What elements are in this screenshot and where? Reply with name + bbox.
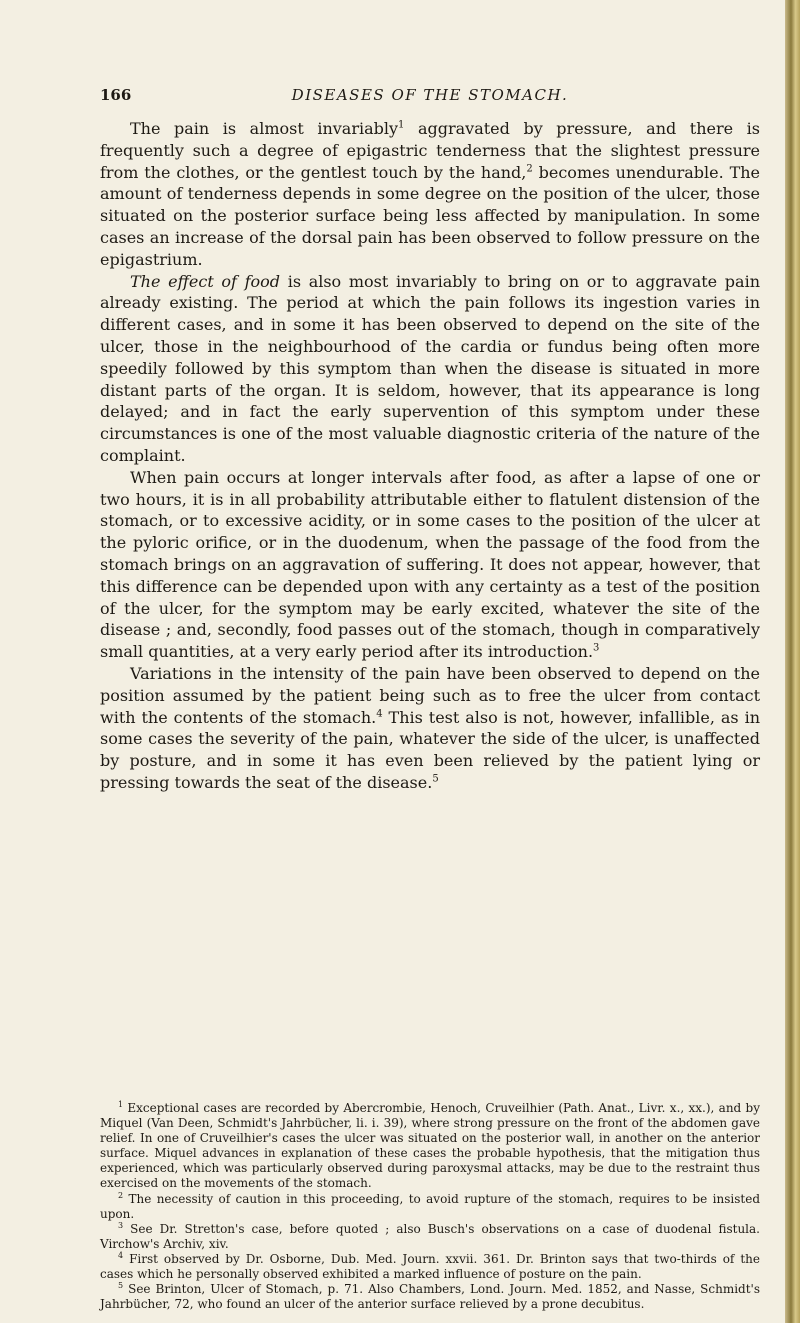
footnote	[100, 1222, 760, 1252]
footnote-text: See Dr. Stretton's case, before quoted ; also Busch's observations on a case of duodenal fistula. Virchow's Archiv, xiv.	[100, 1221, 760, 1251]
footnote-text: The necessity of caution in this proceeding, to avoid rupture of the stomach, requires to be insisted upon.	[100, 1191, 760, 1221]
paragraph	[100, 467, 760, 663]
page-edge	[785, 0, 800, 1323]
footnote-text: First observed by Dr. Osborne, Dub. Med. Journ. xxvii. 361. Dr. Brinton says that two-thirds of the cases which he personally observed exhibited a marked influence of posture on the pain.	[100, 1251, 760, 1282]
footnote-marker: 3	[118, 1220, 124, 1230]
paragraph-text: is also most invariably to bring on or to aggravate pain already existing. The period at which the pain follows its ingestion varies in different cases, and in some it has been observed to depend on the site of the ulcer, those in the neighbourhood of the cardia or fundus being often more speedily followed by this symptom than when the disease is situated in more distant parts of the organ. It is seldom, however, that its appearance is long delayed; and in fact the early supervention of this symptom under these circumstances is one of the most valuable diagnostic criteria of the nature of the complaint.	[100, 271, 760, 465]
paragraph	[100, 271, 760, 467]
footnote	[100, 1101, 760, 1192]
footnote-marker: 2	[118, 1190, 124, 1200]
footnote	[100, 1282, 760, 1312]
footnote-marker: 4	[118, 1250, 124, 1260]
paragraph-text: The pain is almost invariably	[130, 119, 399, 138]
footnote-ref: 1	[398, 119, 405, 131]
body-text	[100, 118, 760, 794]
paragraph	[100, 118, 760, 271]
footnote	[100, 1252, 760, 1282]
footnote	[100, 1192, 760, 1222]
paragraph-text: becomes unendurable. The amount of tenderness depends in some degree on the position of the ulcer, those situated on the posterior surface being less affected by manipulation. In some cases an increase of the dorsal pain has been observed to follow pressure on the epigastrium.	[100, 162, 761, 269]
footnote-marker: 5	[118, 1281, 124, 1291]
paragraph	[100, 663, 760, 794]
footnote-ref: 5	[432, 773, 439, 785]
paragraph-text: The effect of food	[130, 271, 281, 291]
running-title: DISEASES OF THE STOMACH.	[291, 86, 569, 104]
footnote-text: See Brinton, Ulcer of Stomach, p. 71. Also Chambers, Lond. Journ. Med. 1852, and Nasse, Schmidt's Jahrbücher, 72, who found an ulcer of the anterior surface relieved by a prone decubitus.	[100, 1282, 760, 1312]
paragraph-text: Variations in the intensity of the pain have been observed to depend on the position assumed by the patient being such as to free the ulcer from contact with the contents of the stomach.	[100, 663, 760, 727]
paragraph-text: This test also is not, however, infallible, as in some cases the severity of the pain, whatever the side of the ulcer, is unaffected by posture, and in some it has even been relieved by the patient lying or pressing towards the seat of the disease.	[100, 707, 760, 792]
footnote-marker: 1	[118, 1100, 124, 1109]
footnote-text: Exceptional cases are recorded by Abercrombie, Henoch, Cruveilhier (Path. Anat., Livr. x., xx.), and by Miquel (Van Deen, Schmidt's Jahrbücher, li. i. 39), where strong pressure on the front of the abdomen gave relief. In one of Cruveilhier's cases the ulcer was situated on the posterior wall, in another on the anterior surface. Miquel advances in explanation of these cases the probable hypothesis, that the mitigation thus experienced, which was particularly observed during paroxysmal attacks, may be due to the restraint thus exercised on the movements of the stomach.	[100, 1101, 760, 1191]
footnote-ref: 3	[593, 642, 600, 654]
footnote-ref: 2	[526, 163, 533, 175]
paragraph-text: aggravated by pressure, and there is frequently such a degree of epigastric tenderness that the slightest pressure from the clothes, or the gentlest touch by the hand,	[100, 119, 761, 182]
footnotes	[100, 1101, 760, 1312]
paragraph-text: When pain occurs at longer intervals after food, as after a lapse of one or two hours, it is in all probability attributable either to flatulent distension of the stomach, or to excessive acidity, or in some cases to the position of the ulcer at the pyloric orifice, or in the duodenum, when the passage of the food from the stomach brings on an aggravation of suffering. It does not appear, however, that this difference can be depended upon with any certainty as a test of the position of the ulcer, for the symptom may be early excited, whatever the site of the disease ; and, secondly, food passes out of the stomach, though in comparatively small quantities, at a very early period after its introduction.	[100, 467, 760, 662]
page-number: 166	[100, 86, 132, 104]
page-header	[100, 86, 760, 108]
footnote-ref: 4	[376, 708, 383, 720]
